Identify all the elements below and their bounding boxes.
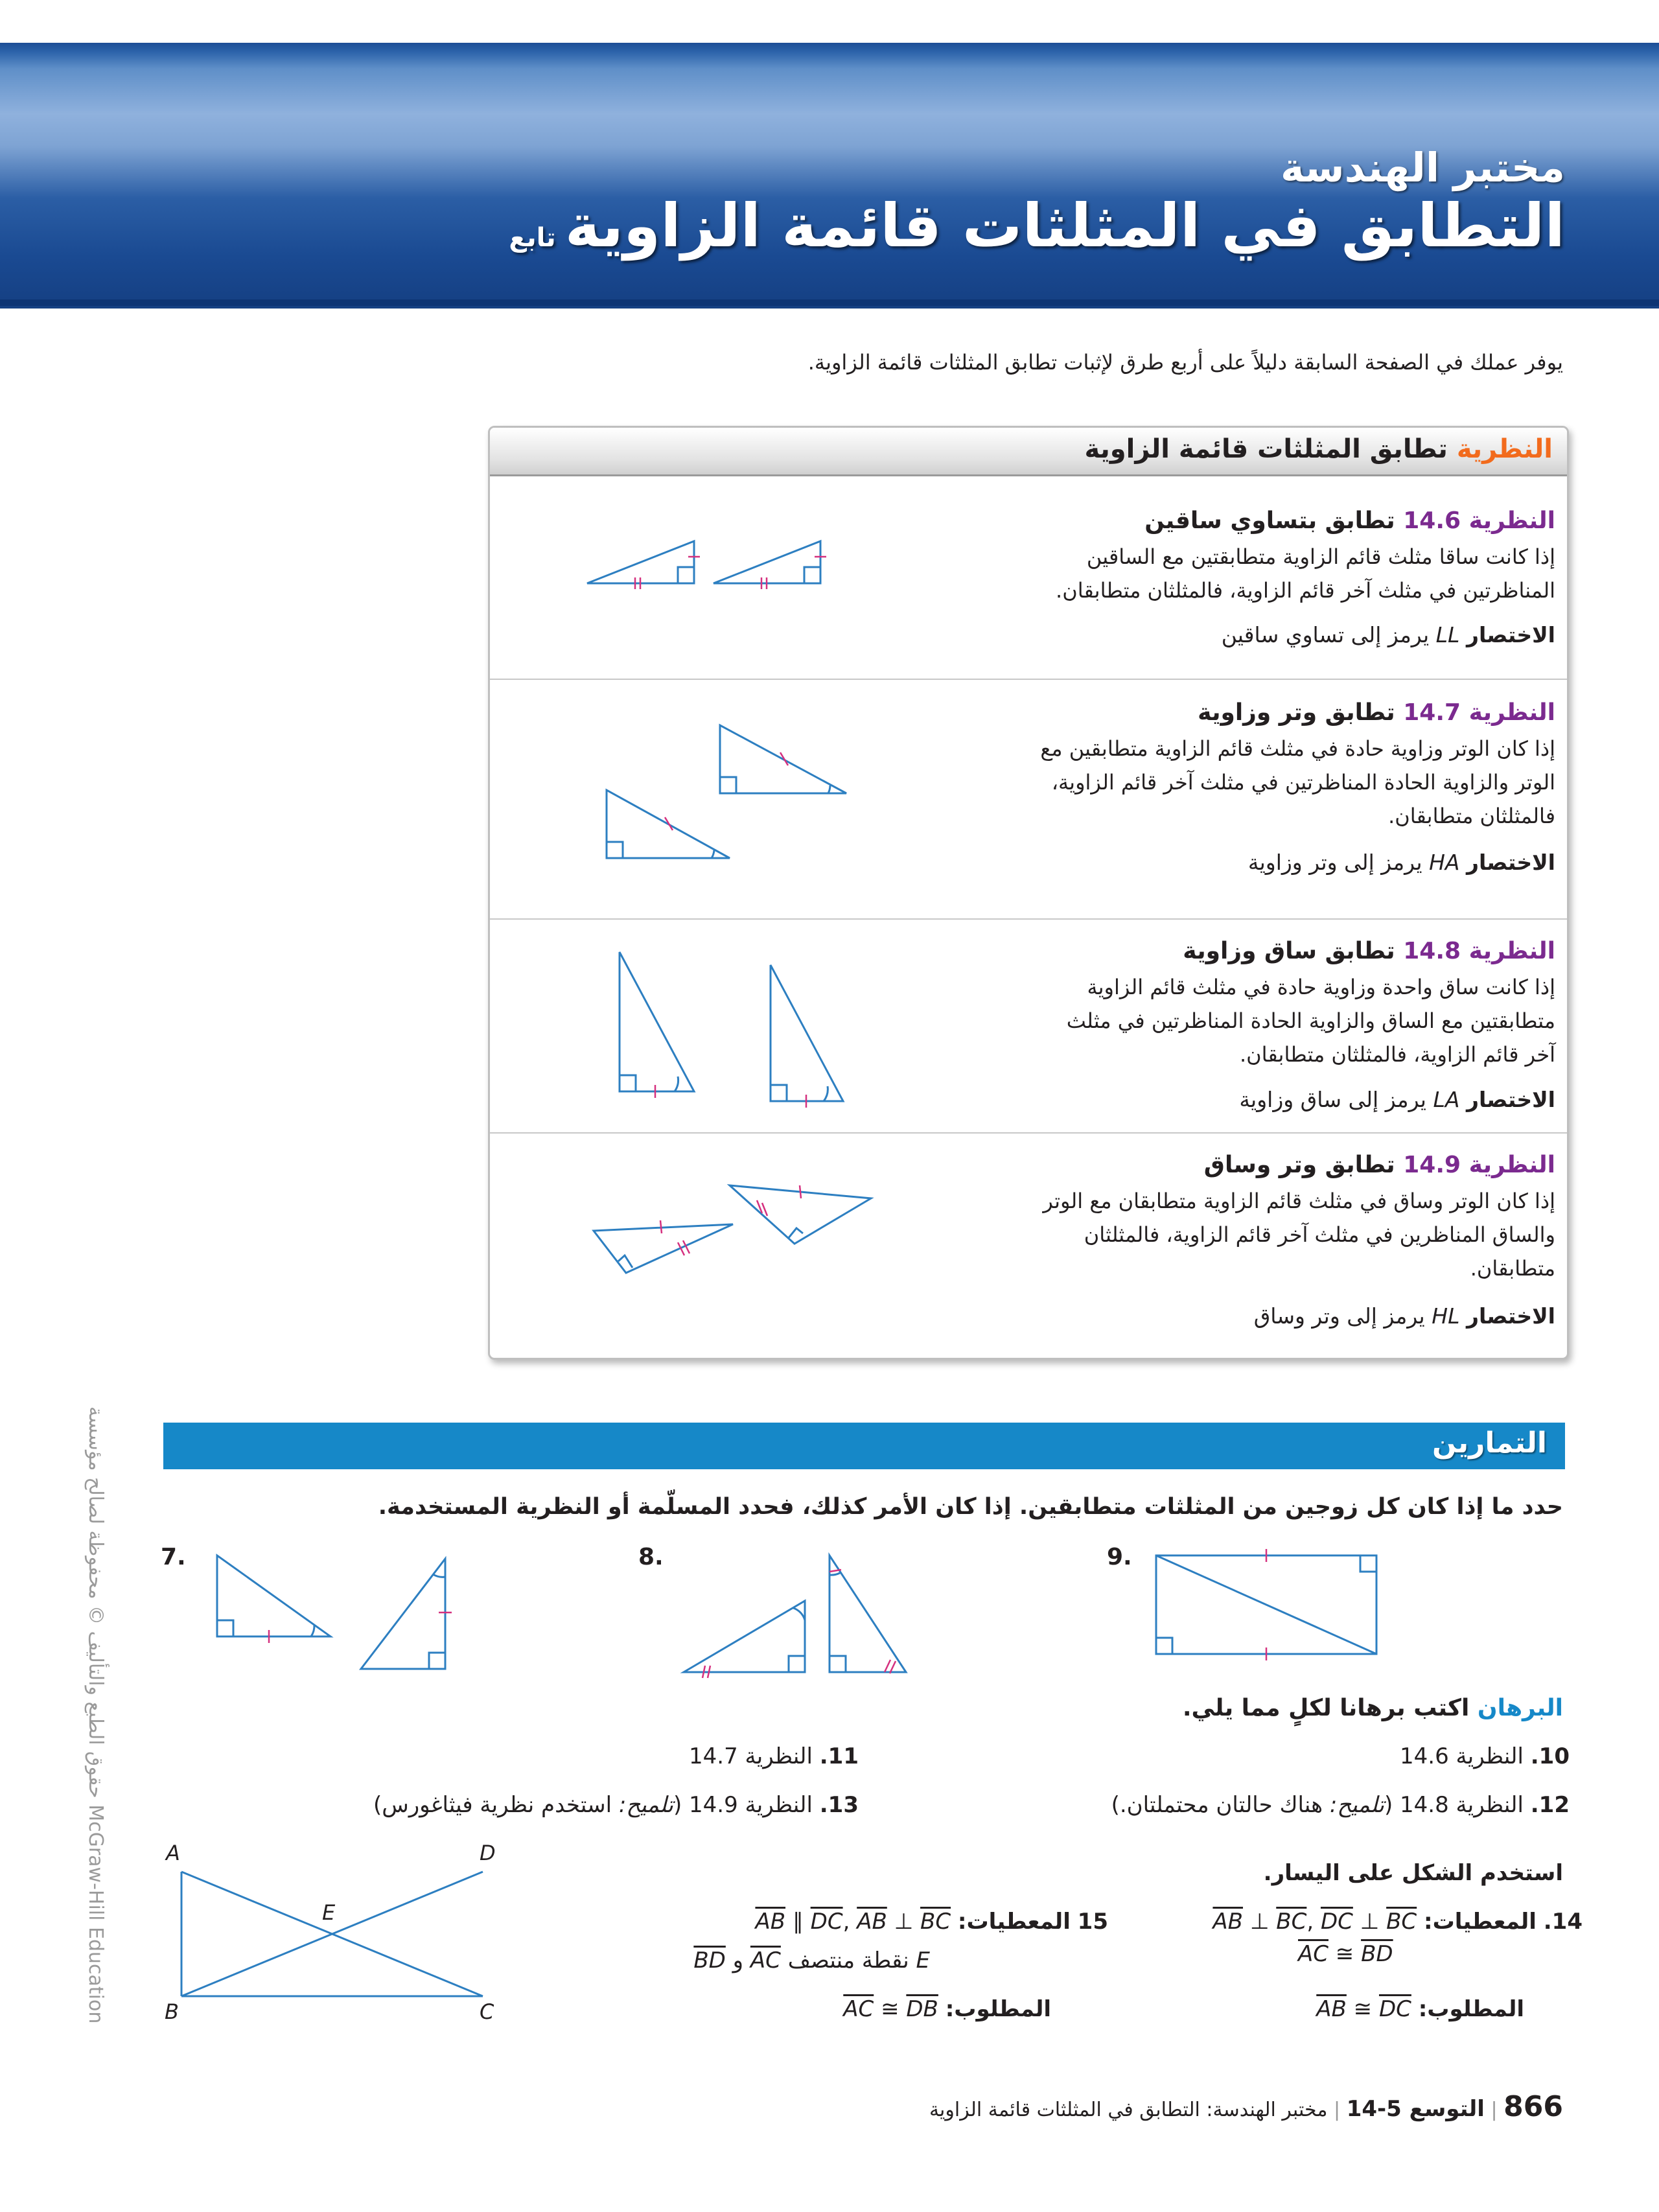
given-label: المعطيات: [1424, 1909, 1537, 1935]
exercise-14-prove [1316, 1996, 1524, 2022]
point-label: E [916, 1948, 930, 1973]
segment: BD [693, 1948, 726, 1973]
item-number: 13. [819, 1792, 859, 1818]
theorem-figure [607, 939, 879, 1121]
exercise-number-8: 8. [638, 1544, 664, 1570]
exercise-number-9: 9. [1107, 1544, 1132, 1570]
theorem-statement [1043, 1184, 1555, 1285]
theorem-statement [1056, 540, 1555, 607]
abbr-label: الاختصار [1466, 1303, 1555, 1329]
proof-instruction: اكتب برهانا لكلٍ مما يلي. [1182, 1695, 1470, 1721]
statement-line: متطابقان. [1470, 1256, 1555, 1281]
point-d-label: D [480, 1841, 496, 1865]
theorem-label: النظرية [1468, 938, 1555, 964]
theorem-abbreviation [1248, 850, 1555, 875]
segment: $\overline{DB}$ [906, 1996, 938, 2022]
abbr-meaning: يرمز إلى وتر وزاوية [1247, 850, 1422, 875]
theorem-name: تطابق وتر وزاوية [1198, 699, 1395, 726]
theorem-figure [600, 712, 872, 881]
statement-line: آخر قائم الزاوية، فالمثلثان متطابقان. [1239, 1042, 1555, 1067]
segment: $\overline{BC}$ [1386, 1909, 1417, 1935]
theorem-name: تطابق ساق وزاوية [1183, 938, 1395, 964]
given-label: المعطيات: [957, 1909, 1071, 1935]
given-statement: $\overline{AB}$ ∥ $\overline{DC}$, $\overline{AB}$ ⊥ $\overline{BC}$ [755, 1909, 951, 1935]
theorem-abbreviation [1222, 622, 1555, 647]
lab-title: مختبر الهندسة [1281, 144, 1565, 191]
point-c-label: C [480, 1999, 494, 2024]
midpoint-text: نقطة منتصف [787, 1948, 909, 1973]
abbr-label: الاختصار [1466, 622, 1555, 647]
theorem-box-title [1085, 434, 1553, 464]
exercise-12: 12. النظرية 14.8 (تلميح: هناك حالتان محتملتان.) [1111, 1792, 1570, 1818]
statement-line: المناظرتين في مثلث آخر قائم الزاوية، فالمثلثان متطابقان. [1056, 578, 1555, 603]
point-e-label: E [322, 1900, 336, 1925]
theorem-box-heading: تطابق المثلثات قائمة الزاوية [1084, 434, 1448, 464]
theorem-statement [1040, 732, 1555, 833]
prove-label: المطلوب: [945, 1996, 1051, 2022]
statement-line: إذا كان الوتر وزاوية حادة في مثلث قائم الزاوية متطابقين مع [1040, 736, 1555, 761]
statement-line: الوتر والزاوية الحادة المناظرتين في مثلث آخر قائم الزاوية، [1051, 770, 1555, 795]
segment: $\overline{BC}$ [920, 1909, 951, 1935]
item-number: 10. [1530, 1743, 1570, 1769]
abbr-meaning: يرمز إلى وتر وساق [1253, 1303, 1425, 1329]
theorem-figure [581, 528, 853, 606]
exercise-14-given-2: AC ≅ BD [1298, 1941, 1393, 1967]
item-number: 15 [1077, 1909, 1108, 1935]
item-text: النظرية 14.7 [689, 1743, 813, 1769]
theorem-figure [587, 1166, 885, 1296]
figure-abcde [156, 1841, 518, 2029]
item-text: النظرية 14.6 [1400, 1743, 1524, 1769]
statement-line: متطابقتين مع الساق والزاوية الحادة المناظرتين في مثلث [1066, 1008, 1555, 1033]
proof-heading [1183, 1695, 1563, 1721]
segment: $\overline{DC}$ [1378, 1996, 1411, 2022]
item-number: 12. [1530, 1792, 1570, 1818]
statement-line: فالمثلثان متطابقان. [1388, 804, 1555, 828]
abbr-code: LL [1435, 622, 1460, 647]
statement-line: إذا كانت ساقا مثلث قائم الزاوية متطابقتين مع الساقين [1086, 544, 1555, 569]
statement-line: والساق المناظرين في مثلث آخر قائم الزاوية، فالمثلثان [1084, 1222, 1555, 1247]
theorem-box [488, 426, 1569, 1360]
point-b-label: B [165, 1999, 179, 2024]
segment: AC [1298, 1941, 1328, 1967]
theorem-abbreviation [1254, 1303, 1555, 1329]
hint-text: استخدم نظرية فيثاغورس [382, 1792, 612, 1818]
segment: $\overline{BC}$ [1276, 1909, 1307, 1935]
exercise-14-given [1212, 1909, 1583, 1935]
theorem-label: النظرية [1468, 507, 1555, 534]
abbr-code: HL [1432, 1303, 1460, 1329]
abbr-code: LA [1433, 1087, 1460, 1112]
theorem-title [1183, 938, 1555, 964]
theorem-number: 14.9 [1403, 1152, 1461, 1178]
theorem-box-header [490, 428, 1567, 476]
theorem-number: 14.7 [1403, 699, 1461, 726]
exercise-7-figure [201, 1546, 473, 1675]
exercises-bar [163, 1423, 1565, 1469]
theorem-14-8 [490, 918, 1567, 1134]
exercise-13: 13. النظرية 14.9 (تلميح: استخدم نظرية فيثاغورس) [373, 1792, 859, 1818]
theorem-label: النظرية [1468, 1152, 1555, 1178]
segment: $\overline{AB}$ [1212, 1909, 1244, 1935]
segment: $\overline{AB}$ [755, 1909, 786, 1935]
segment: $\overline{DC}$ [1320, 1909, 1353, 1935]
theorem-box-label: النظرية [1456, 434, 1553, 464]
theorem-name: تطابق وتر وساق [1203, 1152, 1395, 1178]
theorem-title [1204, 1152, 1555, 1178]
exercise-15-given-2 [693, 1948, 930, 1973]
exercise-9-figure [1147, 1546, 1393, 1669]
theorem-statement [1067, 970, 1555, 1071]
abbr-meaning: يرمز إلى ساق وزاوية [1239, 1087, 1426, 1112]
title-text: التطابق في المثلثات قائمة الزاوية [564, 191, 1565, 261]
segment: $\overline{AB}$ [1316, 1996, 1347, 2022]
exercise-8-figure [674, 1546, 940, 1688]
hint-label: تلميح: [618, 1792, 673, 1818]
header-rule [0, 299, 1659, 306]
segment: $\overline{AC}$ [843, 1996, 874, 2022]
given-statement: $\overline{AB}$ ⊥ $\overline{BC}$, $\overline{DC}$ ⊥ $\overline{BC}$ [1212, 1909, 1417, 1935]
exercise-11 [689, 1743, 859, 1769]
theorem-number: 14.6 [1403, 507, 1461, 534]
prove-statement: $\overline{AC}$ ≅ $\overline{DB}$ [843, 1996, 938, 2022]
abbr-label: الاختصار [1466, 850, 1555, 875]
page-title [509, 191, 1565, 261]
segment: $\overline{AB}$ [857, 1909, 887, 1935]
theorem-title [1144, 507, 1555, 534]
segment: AC [750, 1948, 781, 1973]
abbr-meaning: يرمز إلى تساوي ساقين [1221, 622, 1430, 647]
proof-label: البرهان [1477, 1695, 1563, 1721]
prove-statement: $\overline{AB}$ ≅ $\overline{DC}$ [1316, 1996, 1411, 2022]
and-word: و [732, 1948, 744, 1973]
theorem-number: 14.8 [1403, 938, 1461, 964]
exercise-number-7: 7. [161, 1544, 186, 1570]
hint-label: تلميح: [1329, 1792, 1384, 1818]
exercises-instructions: حدد ما إذا كان كل زوجين من المثلثات متطابقين. إذا كان الأمر كذلك، فحدد المسلّمة أو النظرية المستخدمة. [378, 1494, 1563, 1520]
item-text: النظرية 14.8 [1400, 1792, 1524, 1818]
footer-text: مختبر الهندسة: التطابق في المثلثات قائمة الزاوية [929, 2099, 1328, 2121]
segment: BD [1361, 1941, 1393, 1967]
theorem-14-6 [490, 476, 1567, 679]
exercises-title: التمارين [1432, 1426, 1547, 1460]
hint-text: هناك حالتان محتملتان. [1119, 1792, 1323, 1818]
abbr-label: الاختصار [1466, 1087, 1555, 1112]
item-text: النظرية 14.9 [689, 1792, 813, 1818]
item-number: 14. [1543, 1909, 1583, 1935]
use-figure-instruction: استخدم الشكل على اليسار. [1263, 1860, 1563, 1886]
theorem-label: النظرية [1468, 699, 1555, 726]
statement-line: إذا كانت ساق واحدة وزاوية حادة في مثلث قائم الزاوية [1087, 975, 1555, 999]
exercise-10 [1400, 1743, 1570, 1769]
statement-line: إذا كان الوتر وساق في مثلث قائم الزاوية متطابقان مع الوتر [1043, 1189, 1555, 1213]
theorem-14-7 [490, 679, 1567, 920]
page-footer: 866 | التوسع 5-14 | مختبر الهندسة: التطابق في المثلثات قائمة الزاوية [929, 2090, 1563, 2123]
theorem-14-9 [490, 1132, 1567, 1357]
abbr-code: HA [1429, 850, 1460, 875]
prove-label: المطلوب: [1418, 1996, 1524, 2022]
point-a-label: A [166, 1841, 180, 1865]
exercise-15-given [755, 1909, 1108, 1935]
theorem-title [1198, 699, 1555, 726]
continued-label: تابع [509, 223, 556, 253]
item-number: 11. [819, 1743, 859, 1769]
segment: $\overline{DC}$ [810, 1909, 843, 1935]
theorem-name: تطابق بتساوي ساقين [1144, 507, 1395, 534]
intro-text: يوفر عملك في الصفحة السابقة دليلاً على أربع طرق لإثبات تطابق المثلثات قائمة الزاوية. [807, 350, 1563, 375]
exercise-15-prove [843, 1996, 1051, 2022]
page-number: 866 [1503, 2090, 1563, 2123]
copyright-note: حقوق الطبع والتأليف © محفوظة لصالح مؤسسة McGraw-Hill Education [84, 1406, 107, 2024]
theorem-abbreviation [1239, 1087, 1555, 1112]
section-label: التوسع 5-14 [1346, 2096, 1485, 2122]
